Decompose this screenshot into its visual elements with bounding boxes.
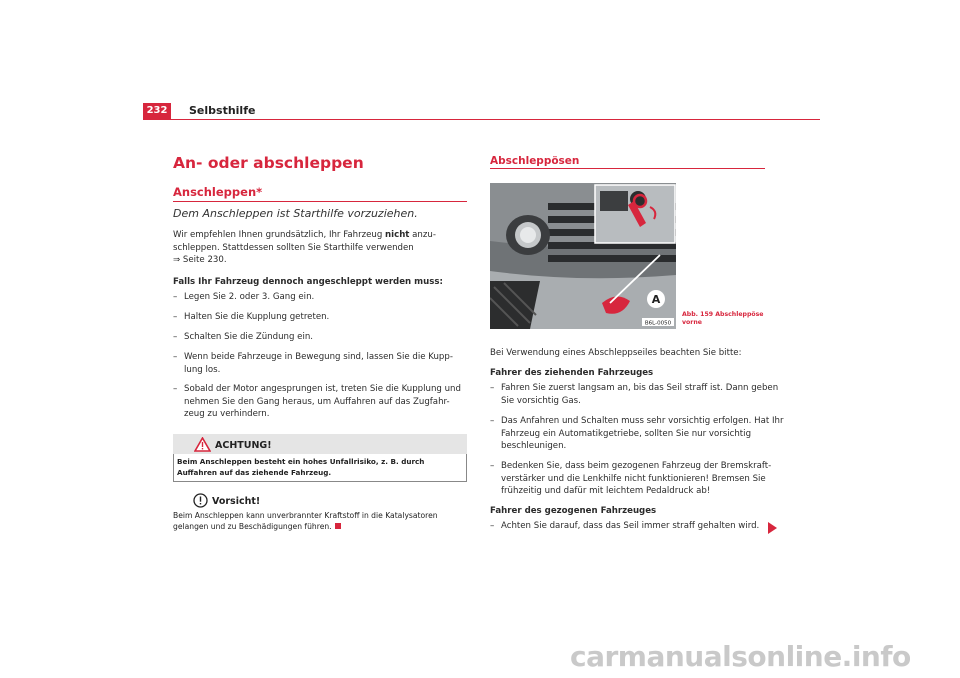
paragraph-recommendation: Wir empfehlen Ihnen grundsätzlich, Ihr Fahrzeug nicht anzu- schleppen. Stattdessen sollten Sie Starthilfe verwenden ⇒ Seite 230.	[173, 229, 468, 267]
list-item	[173, 351, 473, 376]
chapter-title: Selbsthilfe	[189, 104, 256, 117]
list-item-text: Bedenken Sie, dass beim gezogenen Fahrzeug der Bremskraft- verstärker und die Lenkhilfe nicht funktionieren! Bremsen Sie frühzeitig und dafür mit leichtem Pedaldruck ab!	[501, 461, 772, 497]
list-dash: –	[490, 461, 495, 471]
list-item-text: Wenn beide Fahrzeuge in Bewegung sind, lassen Sie die Kupp- lung los.	[184, 352, 453, 375]
list-dash: –	[173, 292, 178, 302]
list-item	[173, 331, 473, 344]
page-number: 232	[143, 103, 171, 119]
list-item	[490, 415, 790, 453]
caution-icon	[193, 493, 208, 508]
section-intro: Dem Anschleppen ist Starthilfe vorzuziehen.	[173, 207, 418, 220]
list-item	[173, 291, 473, 304]
tow-eye-figure	[490, 183, 676, 329]
list-item	[490, 520, 790, 533]
list-item	[490, 460, 790, 498]
emphasis-nicht: nicht	[385, 230, 410, 240]
figure-callout-label: A	[651, 293, 661, 306]
driver-subheading: Fahrer des ziehenden Fahrzeuges	[490, 368, 654, 378]
figure-caption: Abb. 159 Abschleppöse vorne	[682, 311, 764, 326]
list-dash: –	[490, 521, 495, 531]
list-item	[490, 382, 790, 407]
section-divider	[173, 201, 467, 202]
list-item-text: Sobald der Motor angesprungen ist, treten Sie die Kupplung und nehmen Sie den Gang heraus, um Auffahren auf das Zugfahr- zeug zu verhindern.	[184, 384, 461, 420]
list-dash: –	[173, 384, 178, 394]
warning-text: Beim Anschleppen besteht ein hohes Unfallrisiko, z. B. durch Auffahren auf das ziehende Fahrzeug.	[177, 457, 425, 477]
caution-title: Vorsicht!	[212, 496, 261, 507]
watermark: carmanualsonline.info	[570, 640, 911, 673]
paragraph-usage: Bei Verwendung eines Abschleppseiles beachten Sie bitte:	[490, 348, 742, 358]
next-page-arrow-icon[interactable]	[768, 522, 777, 534]
list-dash: –	[490, 416, 495, 426]
list-item-text: Legen Sie 2. oder 3. Gang ein.	[184, 292, 315, 302]
list-item-text: Halten Sie die Kupplung getreten.	[184, 312, 330, 322]
section-heading-abschleppoesen: Abschleppösen	[490, 155, 580, 167]
list-item-text: Achten Sie darauf, dass das Seil immer straff gehalten wird.	[501, 521, 760, 531]
section-heading-anschleppen: Anschleppen*	[173, 185, 263, 199]
list-item	[173, 311, 473, 324]
list-dash: –	[173, 352, 178, 362]
list-item-text: Schalten Sie die Zündung ein.	[184, 332, 314, 342]
figure-code: B6L-0050	[644, 320, 672, 327]
header-divider	[143, 119, 820, 120]
page-reference-link[interactable]: ⇒ Seite 230.	[173, 255, 227, 266]
caution-text: Beim Anschleppen kann unverbrannter Kraftstoff in die Katalysatoren gelangen und zu Beschädigungen führen.	[173, 511, 438, 531]
list-dash: –	[173, 332, 178, 342]
towed-subheading: Fahrer des gezogenen Fahrzeuges	[490, 506, 657, 516]
section-divider-right	[490, 168, 765, 169]
list-item-text: Fahren Sie zuerst langsam an, bis das Seil straff ist. Dann geben Sie vorsichtig Gas.	[501, 383, 779, 406]
list-item-text: Das Anfahren und Schalten muss sehr vorsichtig erfolgen. Hat Ihr Fahrzeug ein Automatikgetriebe, sollten Sie nur vorsichtig beschleunigen.	[501, 416, 784, 452]
list-dash: –	[173, 312, 178, 322]
steps-subheading: Falls Ihr Fahrzeug dennoch angeschleppt werden muss:	[173, 277, 443, 287]
page-heading: An- oder abschleppen	[173, 154, 364, 172]
list-item	[173, 383, 473, 421]
warning-triangle-icon	[194, 437, 211, 452]
warning-title: ACHTUNG!	[215, 440, 272, 451]
list-dash: –	[490, 383, 495, 393]
section-end-marker	[335, 523, 341, 529]
